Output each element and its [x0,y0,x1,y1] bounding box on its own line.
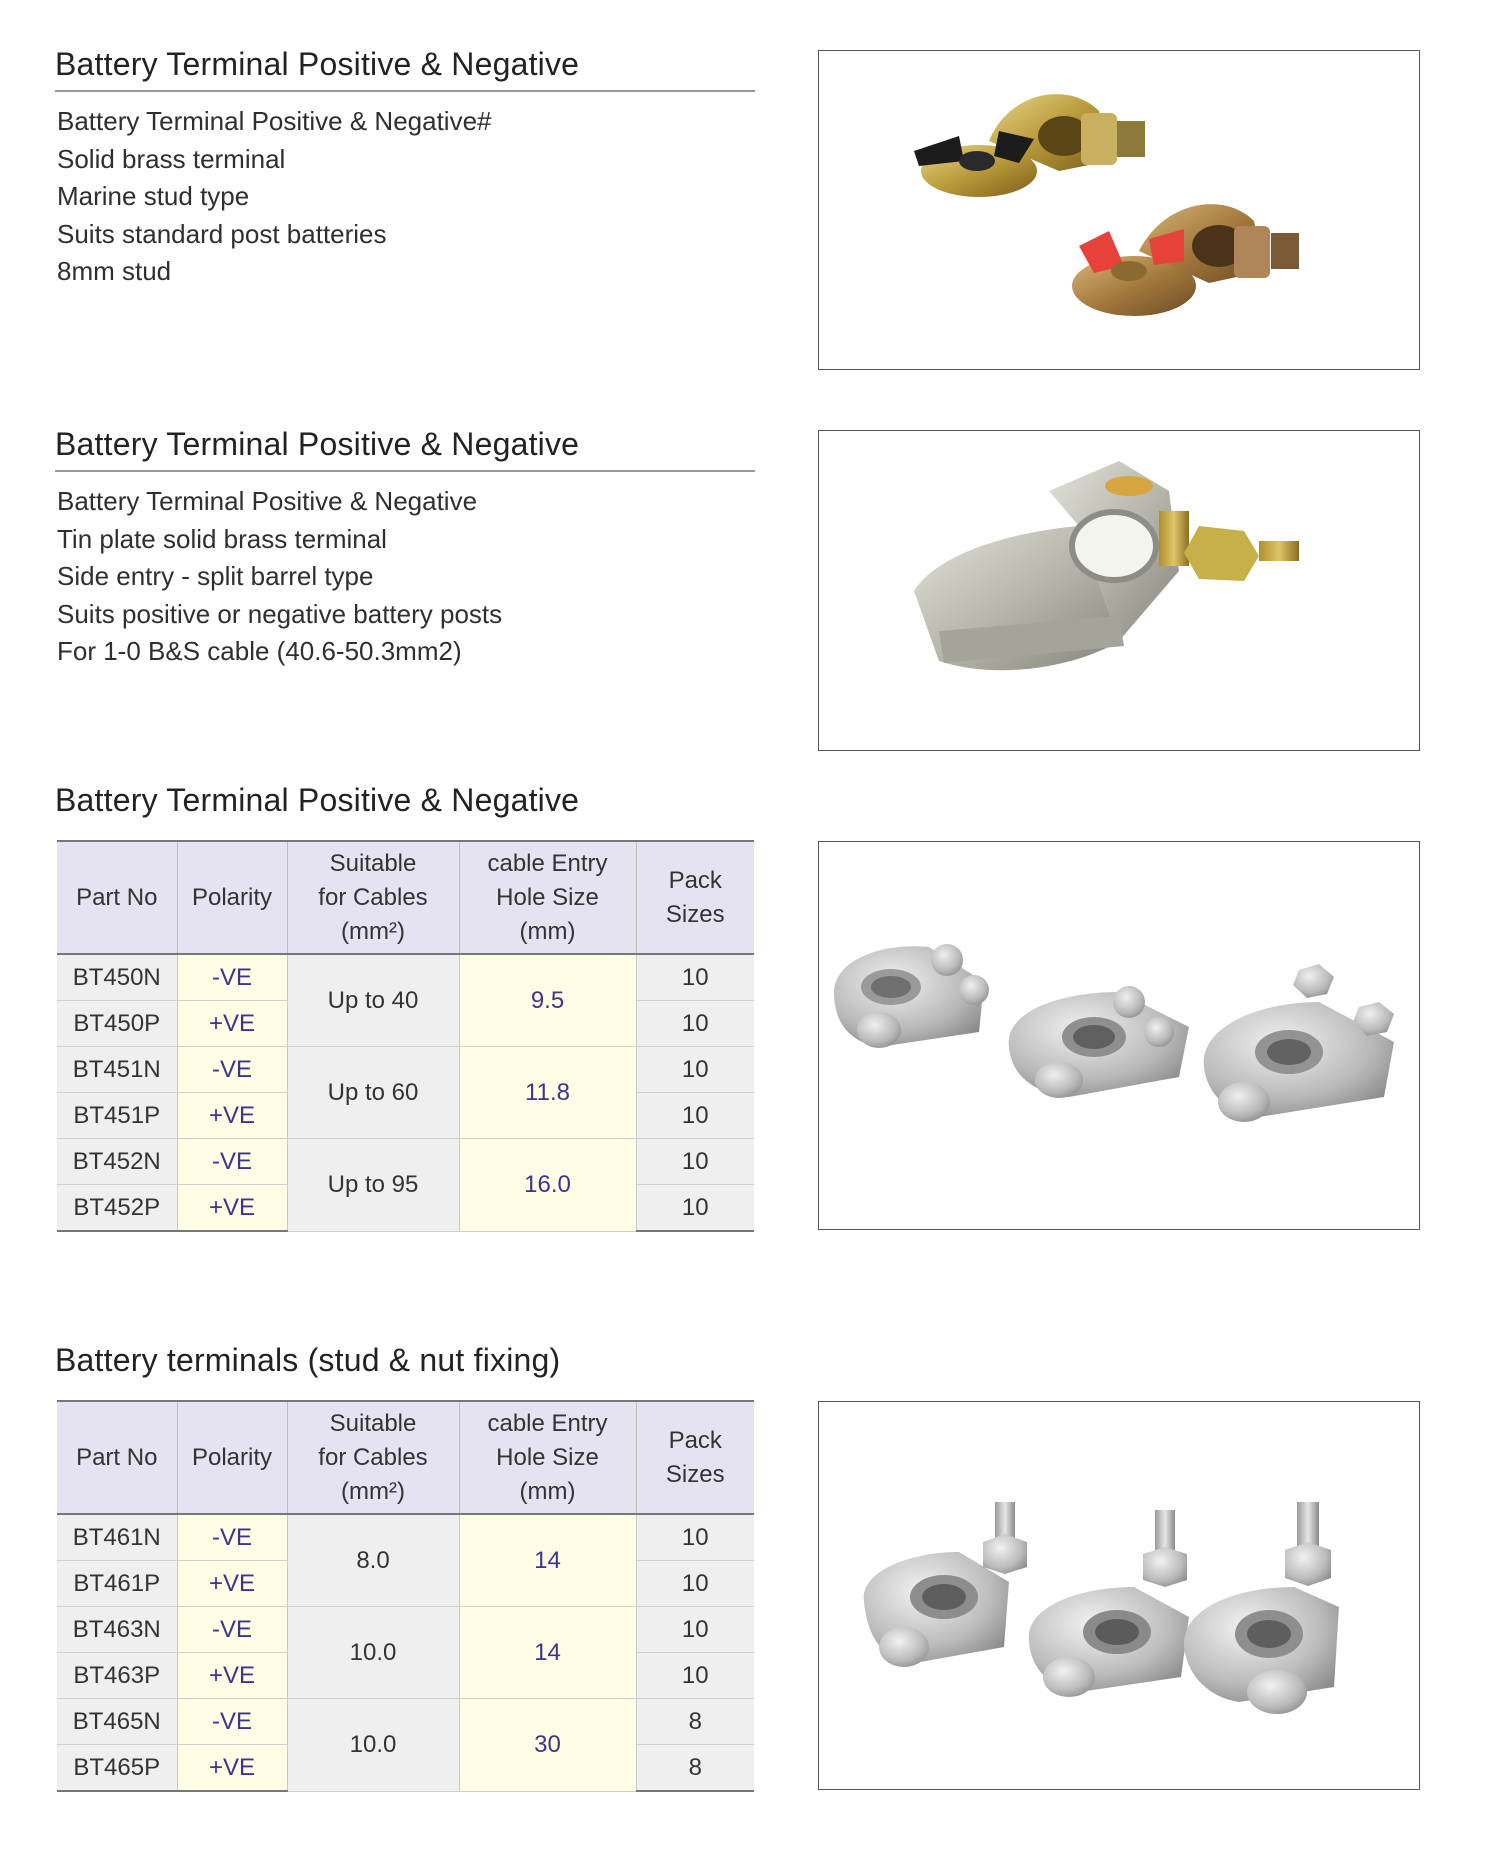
pack-size-cell: 10 [636,1001,754,1047]
header-label: Suitable [329,1409,417,1437]
hole-size-cell: 30 [459,1699,636,1792]
table-row [57,954,754,1001]
header-label: for Cables [318,883,428,911]
column-header-pack-sizes [636,841,754,954]
cable-size-cell: Up to 60 [287,1047,459,1139]
description-line: Battery Terminal Positive & Negative [57,486,478,516]
table-row [57,1607,754,1653]
part-number-cell: BT450N [57,954,177,1001]
description-line: 8mm stud [57,256,172,287]
header-label: (mm²) [341,1477,405,1505]
hole-size-cell: 14 [459,1514,636,1607]
polarity-cell: -VE [177,954,287,1001]
bt450-terminals-illustration [819,842,1419,1229]
section-3-title: Battery Terminal Positive & Negative [55,782,580,818]
hole-size-cell: 11.8 [459,1047,636,1139]
polarity-cell: -VE [177,1699,287,1745]
part-number-cell: BT461N [57,1514,177,1561]
part-number-cell: BT452N [57,1139,177,1185]
description-line: For 1-0 B&S cable (40.6-50.3mm2) [57,636,462,667]
pack-size-cell: 10 [636,1561,754,1607]
pack-size-cell: 8 [636,1699,754,1745]
part-number-cell: BT452P [57,1185,177,1232]
polarity-cell: -VE [177,1607,287,1653]
header-label: (mm²) [341,917,405,945]
header-label: Pack [668,866,722,894]
part-number-cell: BT463P [57,1653,177,1699]
column-header-part-no [57,841,177,954]
column-header-suitable-cables [287,841,459,954]
column-header-hole-size [459,841,636,954]
description-line: Marine stud type [57,181,250,212]
table-row [57,1047,754,1093]
description-line: Side entry - split barrel type [57,561,374,592]
polarity-cell: +VE [177,1561,287,1607]
split-barrel-terminal-illustration [819,431,1419,750]
polarity-cell: -VE [177,1514,287,1561]
pack-size-cell: 10 [636,1653,754,1699]
part-number-cell: BT451P [57,1093,177,1139]
polarity-cell: +VE [177,1185,287,1232]
stud-nut-terminals-photo [818,1401,1420,1790]
pack-size-cell: 10 [636,1047,754,1093]
cable-size-cell: Up to 95 [287,1139,459,1232]
column-header-hole-size [459,1401,636,1514]
section-2-title: Battery Terminal Positive & Negative [55,428,755,472]
pack-size-cell: 10 [636,954,754,1001]
description-line: Tin plate solid brass terminal [57,523,387,554]
brass-terminals-photo [818,50,1420,370]
part-number-cell: BT463N [57,1607,177,1653]
column-header-suitable-cables [287,1401,459,1514]
part-number-cell: BT450P [57,1001,177,1047]
split-barrel-terminal-photo [818,430,1420,751]
table-row [57,1139,754,1185]
polarity-cell: +VE [177,1093,287,1139]
header-label: Polarity [191,883,273,911]
description-line: Suits standard post batteries [57,218,387,249]
header-label: Part No [76,1443,158,1471]
hole-size-cell: 14 [459,1607,636,1699]
header-label: Hole Size [496,1443,599,1471]
header-label: Suitable [329,849,417,877]
pack-size-cell: 10 [636,1514,754,1561]
header-label: Part No [76,883,158,911]
brass-terminals-illustration [819,51,1419,369]
polarity-cell: +VE [177,1745,287,1792]
table-row [57,1699,754,1745]
pack-size-cell: 10 [636,1093,754,1139]
description-line: Solid brass terminal [57,143,286,174]
polarity-cell: +VE [177,1653,287,1699]
part-number-cell: BT465P [57,1745,177,1792]
cable-size-cell: 8.0 [287,1514,459,1607]
pack-size-cell: 10 [636,1139,754,1185]
part-number-cell: BT451N [57,1047,177,1093]
column-header-polarity [177,841,287,954]
header-label: cable Entry [487,1409,608,1437]
header-label: cable Entry [487,849,608,877]
hole-size-cell: 9.5 [459,954,636,1047]
cable-size-cell: Up to 40 [287,954,459,1047]
section-4-title: Battery terminals (stud & nut fixing) [55,1342,561,1378]
spec-table-bt460 [57,1400,754,1792]
polarity-cell: -VE [177,1139,287,1185]
column-header-polarity [177,1401,287,1514]
section-1-description [57,103,747,291]
part-number-cell: BT465N [57,1699,177,1745]
header-label: Pack [668,1426,722,1454]
header-label: Hole Size [496,883,599,911]
pack-size-cell: 8 [636,1745,754,1792]
header-label: Polarity [191,1443,273,1471]
description-line: Suits positive or negative battery posts [57,598,503,629]
section-2-description [57,483,747,671]
header-label: for Cables [318,1443,428,1471]
header-label: (mm) [519,917,576,945]
table-header-row [57,1401,754,1514]
table-header-row [57,841,754,954]
hole-size-cell: 16.0 [459,1139,636,1232]
spec-table-bt450 [57,840,754,1232]
polarity-cell: -VE [177,1047,287,1093]
pack-size-cell: 10 [636,1607,754,1653]
header-label: Sizes [665,1460,725,1488]
header-label: (mm) [519,1477,576,1505]
cable-size-cell: 10.0 [287,1607,459,1699]
bt450-terminals-photo [818,841,1420,1230]
pack-size-cell: 10 [636,1185,754,1232]
column-header-part-no [57,1401,177,1514]
description-line: Battery Terminal Positive & Negative# [57,106,492,136]
section-1-title: Battery Terminal Positive & Negative [55,48,755,92]
header-label: Sizes [665,900,725,928]
stud-nut-terminals-illustration [819,1402,1419,1789]
table-row [57,1514,754,1561]
polarity-cell: +VE [177,1001,287,1047]
part-number-cell: BT461P [57,1561,177,1607]
column-header-pack-sizes [636,1401,754,1514]
cable-size-cell: 10.0 [287,1699,459,1792]
